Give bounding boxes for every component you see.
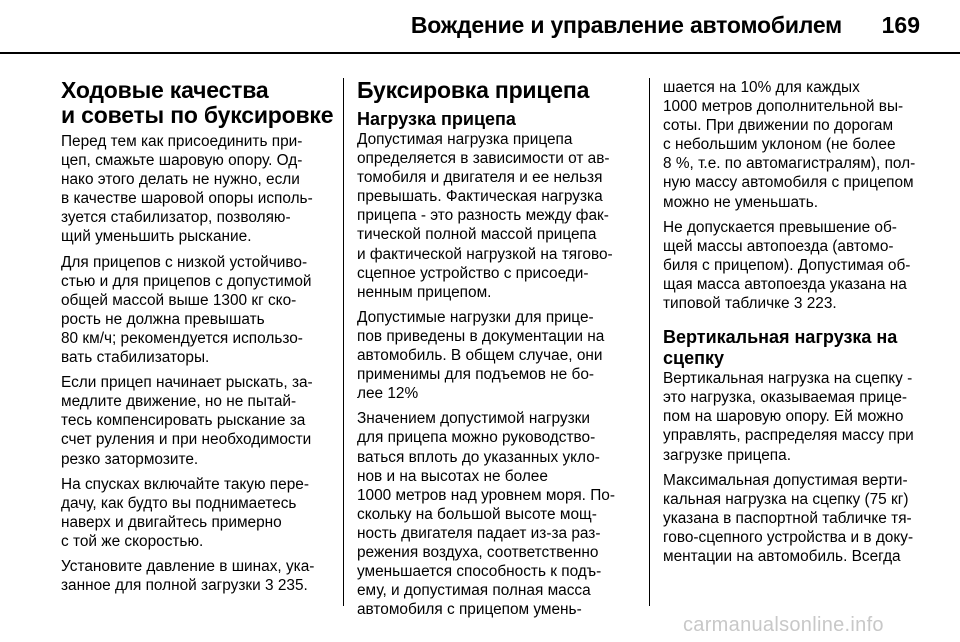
section-heading-driving: Ходовые качества и советы по буксировке	[61, 77, 334, 128]
subheading-vertical-load: Вертикальная нагрузка на сцепку	[663, 327, 898, 369]
column-divider-2	[649, 78, 650, 606]
page-reference-arrow-icon: 3	[265, 577, 274, 595]
column-2	[357, 78, 629, 625]
subheading-trailer-load: Нагрузка прицепа	[357, 109, 516, 129]
paragraph: Для прицепов с низкой устойчиво- стью и для прицепов с допустимой общей массой выше 1300 кг ско- рость не должна превышать 80 км/ч; рекомендуется использо- вать стабилизаторы.	[61, 253, 312, 367]
paragraph: Если прицеп начинает рыскать, за- медлите движение, но не пытай- тесь компенсировать рыскание за счет руления и при необходимости резко затормозите.	[61, 374, 313, 468]
page-reference-link[interactable]: 223.	[806, 295, 837, 313]
column-divider-1	[343, 78, 344, 606]
page-number: 169	[881, 12, 920, 38]
paragraph: Установите давление в шинах, ука- занное для полной загрузки 3 235.	[61, 557, 315, 595]
column-1	[61, 78, 333, 601]
header-rule	[0, 52, 960, 54]
page-reference-arrow-icon: 3	[793, 295, 803, 313]
paragraph: Допустимая нагрузка прицепа определяется в зависимости от ав- томобиля и двигателя и ее нельзя превышать. Фактическая нагрузка прицепа - это разность между фак- тической полной массой прицепа и фактической нагрузкой на тягово- сцепное устройство с присоеди- ненным прицепом.	[357, 131, 613, 301]
paragraph: Вертикальная нагрузка на сцепку - это нагрузка, оказываемая прице- пом на шаровую опору. Ей можно управлять, распределяя массу при загрузке прицепа.	[663, 370, 914, 464]
section-heading-trailer-towing: Буксировка прицепа	[357, 77, 590, 103]
running-title: Вождение и управление автомобилем	[410, 12, 842, 38]
paragraph: Допустимые нагрузки для прице- пов приведены в документации на автомобиль. В общем случае, они применимы для подъемов не бо- лее 12%	[357, 308, 605, 403]
paragraph: Перед тем как присоединить при- цеп, смажьте шаровую опору. Од- нако этого делать не нужно, если в качестве шаровой опоры исполь- зуется стабилизатор, позволяю- щий уменьшить рыскание.	[61, 133, 313, 246]
paragraph: На спусках включайте такую пере- дачу, как будто вы поднимаетесь наверх и двигайтесь примерно с той же скоростью.	[61, 475, 309, 550]
paragraph: Не допускается превышение об- щей массы автопоезда (автомо- биля с прицепом). Допустимая об- щая масса автопоезда указана на типовой табличке 3 223.	[663, 218, 911, 313]
paragraph: Значением допустимой нагрузки для прицепа можно руководство- ваться вплоть до указанных укло- нов и на высотах не более 1000 метров над уровнем моря. По- скольку на большой высоте мощ- ность двигателя падает из-за раз- режения воздуха, соответственно уменьшается способность к подъ- ему, и допустимая полная масса автомобиля с прицепом умень-	[357, 410, 615, 619]
page-header	[0, 0, 960, 52]
paragraph: Максимальная допустимая верти- кальная нагрузка на сцепку (75 кг) указана в паспортной табличке тя- гово-сцепного устройства и в доку- ментации на автомобиль. Всегда	[663, 471, 914, 565]
column-3	[663, 78, 925, 572]
paragraph: шается на 10% для каждых 1000 метров дополнительной вы- соты. При движении по дорогам с небольшим уклоном (не более 8 %, т.е. по автомагистралям), пол- ную массу автомобиля с прицепом можно не уменьшать.	[663, 79, 916, 211]
watermark: carmanualsonline.info	[683, 614, 884, 636]
page-reference-link[interactable]: 235.	[277, 577, 308, 595]
